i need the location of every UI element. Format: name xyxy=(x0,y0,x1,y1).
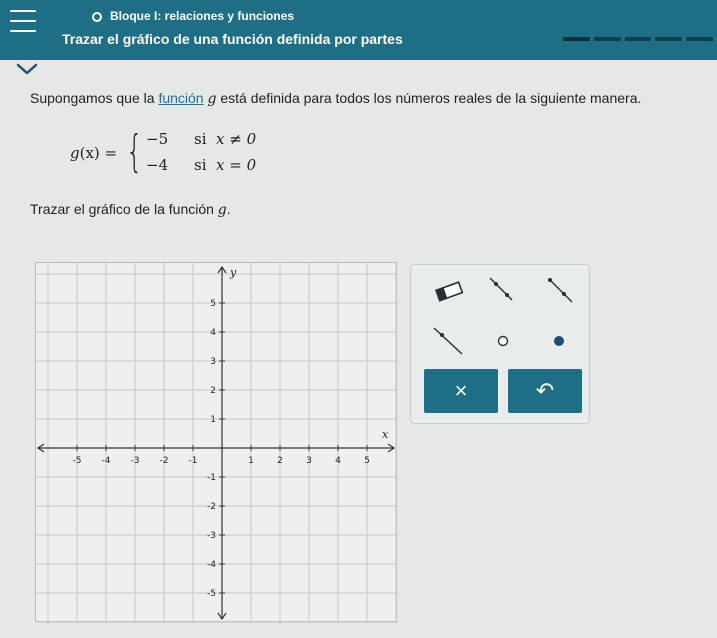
case-value: −5 xyxy=(146,130,169,148)
x-tick-label: -4 xyxy=(101,456,111,466)
x-tick-label: -3 xyxy=(130,456,140,466)
x-tick-label: -5 xyxy=(72,456,82,466)
y-tick-label: -1 xyxy=(207,473,216,483)
progress-bar xyxy=(563,37,713,43)
y-tick-label: -5 xyxy=(207,589,216,599)
y-tick-label: -3 xyxy=(207,531,216,541)
topic-status-icon xyxy=(92,12,102,22)
y-tick-label: 2 xyxy=(210,386,216,396)
x-tick-label: -2 xyxy=(159,456,169,466)
x-tick-label: 2 xyxy=(277,456,283,466)
eraser-icon[interactable] xyxy=(427,273,471,309)
case-condition: si x = 0 xyxy=(194,156,257,174)
y-tick-label: -4 xyxy=(207,560,216,570)
instruction: Trazar el gráfico de la función g. xyxy=(30,201,231,218)
menu-icon[interactable] xyxy=(10,10,36,32)
progress-segment xyxy=(563,37,590,41)
graph-area[interactable] xyxy=(35,262,397,622)
x-tick-label: -1 xyxy=(188,456,198,466)
x-tick-label: 4 xyxy=(335,456,341,466)
problem-statement xyxy=(30,90,641,107)
undo-button[interactable]: ↶ xyxy=(508,369,582,413)
clear-button[interactable]: × xyxy=(424,369,498,413)
x-tick-label: 3 xyxy=(306,456,312,466)
y-tick-label: 4 xyxy=(210,328,216,338)
graph-tools-panel xyxy=(410,264,590,424)
lesson-header xyxy=(0,0,717,60)
x-tick-label: 1 xyxy=(248,456,254,466)
line-icon[interactable] xyxy=(425,323,469,359)
open-point-icon[interactable] xyxy=(481,323,525,359)
topic-title: Bloque I: relaciones y funciones xyxy=(110,9,295,23)
intro-text: Supongamos que la xyxy=(30,90,159,106)
coordinate-plane[interactable] xyxy=(36,263,398,623)
case-condition: si x ≠ 0 xyxy=(194,130,257,148)
progress-segment xyxy=(625,37,652,41)
ray-icon[interactable] xyxy=(535,271,579,307)
brace-icon: { xyxy=(126,126,143,177)
function-var: g xyxy=(207,91,217,107)
intro-text-end: está definida para todos los números reales de la siguiente manera. xyxy=(216,90,642,106)
y-tick-label: 1 xyxy=(210,415,216,425)
progress-segment xyxy=(655,37,682,41)
y-tick-label: 3 xyxy=(210,357,216,367)
lesson-title: Trazar el gráfico de una función definida por partes xyxy=(62,31,403,47)
y-tick-label: 5 xyxy=(210,299,216,309)
y-axis-label: y xyxy=(230,266,237,279)
progress-segment xyxy=(686,37,713,41)
progress-segment xyxy=(594,37,621,41)
segment-icon[interactable] xyxy=(479,271,523,307)
x-axis-label: x xyxy=(382,428,389,441)
formula-lhs: g(x) = xyxy=(70,144,118,162)
chevron-down-icon[interactable] xyxy=(12,62,42,78)
case-value: −4 xyxy=(146,156,169,174)
x-tick-label: 5 xyxy=(364,456,370,466)
y-tick-label: -2 xyxy=(207,502,216,512)
closed-point-icon[interactable] xyxy=(537,323,581,359)
function-link[interactable]: función xyxy=(158,90,204,106)
